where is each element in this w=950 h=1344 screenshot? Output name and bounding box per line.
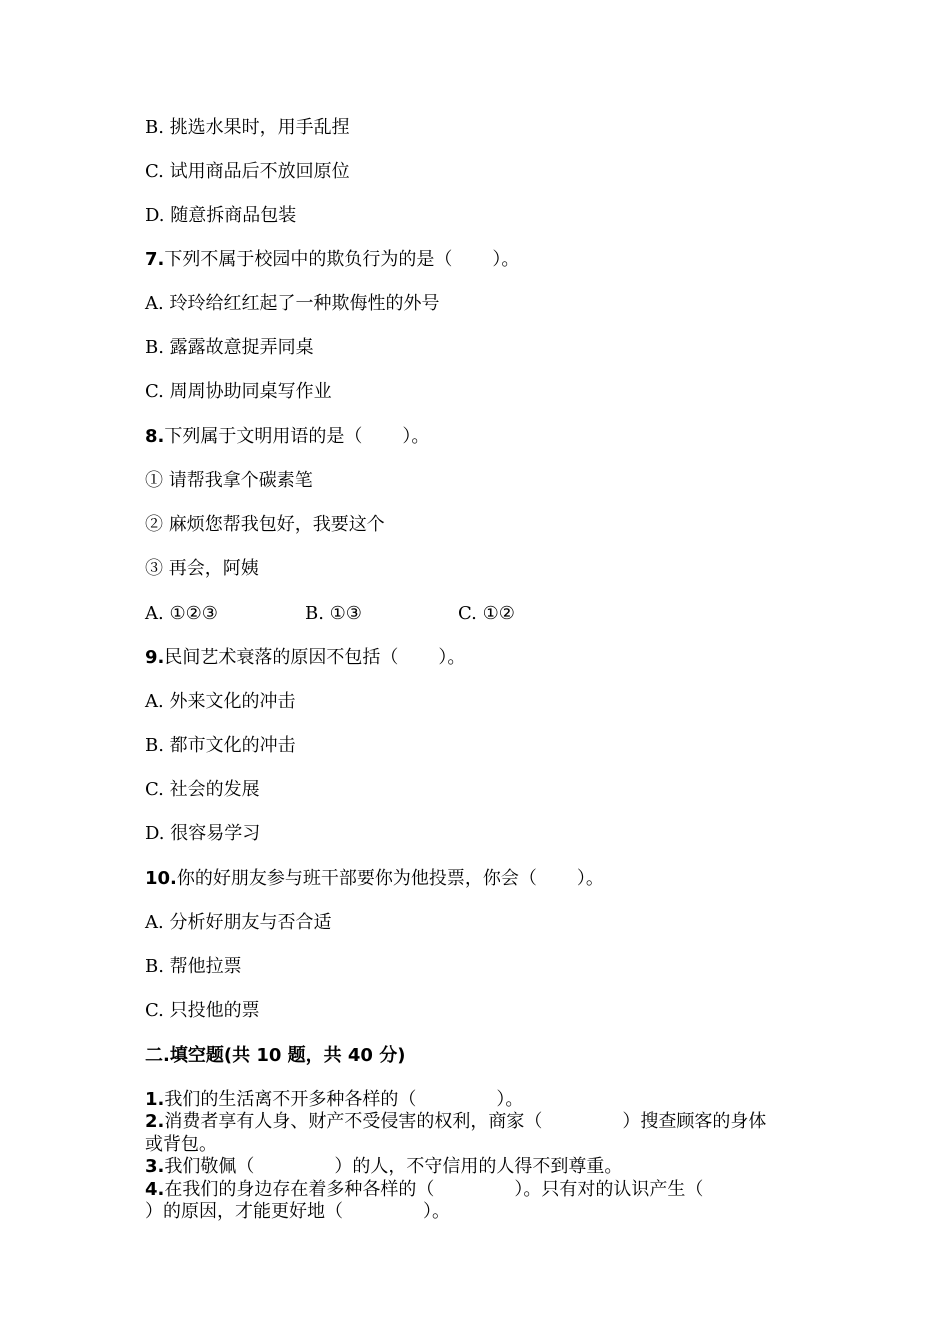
fill-2-text-b: ）搜查顾客的身体	[622, 1111, 767, 1132]
q7-stem-text: 下列不属于校园中的欺负行为的是（	[164, 249, 453, 270]
q9-number: 9.	[145, 647, 165, 668]
fill-question-1	[145, 1088, 523, 1111]
q9-stem	[145, 647, 465, 669]
q9-stem-close: ）。	[438, 647, 466, 668]
q10-option-a: A. 分析好朋友与否合适	[145, 912, 332, 933]
q8-item-1: ① 请帮我拿个碳素笔	[145, 470, 313, 491]
fill-question-2	[145, 1110, 766, 1133]
q6-option-b: B. 挑选水果时，用手乱捏	[145, 117, 350, 138]
fill-4-number: 4.	[145, 1179, 165, 1200]
section-heading: 二.填空题(共 10 题，共 40 分)	[145, 1045, 406, 1066]
fill-4-text-c: ）的原因，才能更好地（	[145, 1201, 343, 1222]
fill-4-text-a: 在我们的身边存在着多种各样的（	[164, 1179, 435, 1200]
q7-number: 7.	[145, 249, 165, 270]
q7-option-b: B. 露露故意捉弄同桌	[145, 337, 314, 358]
q8-item-2: ② 麻烦您帮我包好，我要这个	[145, 514, 385, 535]
q10-option-b: B. 帮他拉票	[145, 956, 242, 977]
fill-2-number: 2.	[145, 1111, 165, 1132]
q8-option-c: C. ①②	[458, 603, 515, 624]
fill-1-number: 1.	[145, 1089, 165, 1110]
q8-stem-close: ）。	[402, 426, 430, 447]
q10-stem	[145, 868, 604, 890]
q7-stem	[145, 249, 519, 271]
q10-option-c: C. 只投他的票	[145, 1000, 260, 1021]
fill-question-3	[145, 1155, 622, 1178]
q8-option-a: A. ①②③	[145, 603, 218, 624]
fill-1-text-b: ）。	[496, 1089, 524, 1110]
q7-option-c: C. 周周协助同桌写作业	[145, 381, 332, 402]
fill-3-text-a: 我们敬佩（	[164, 1156, 255, 1177]
fill-4-text-d: ）。	[423, 1201, 450, 1222]
q10-stem-text: 你的好朋友参与班干部要你为他投票，你会（	[176, 868, 537, 889]
fill-question-4-cont	[145, 1200, 450, 1223]
q6-option-c: C. 试用商品后不放回原位	[145, 161, 350, 182]
q8-stem-text: 下列属于文明用语的是（	[164, 426, 363, 447]
q10-number: 10.	[145, 868, 177, 889]
q9-option-c: C. 社会的发展	[145, 779, 260, 800]
q9-stem-text: 民间艺术衰落的原因不包括（	[164, 647, 399, 668]
q8-item-3: ③ 再会，阿姨	[145, 558, 259, 579]
fill-4-text-b: ）。只有对的认识产生（	[514, 1179, 704, 1200]
q8-option-b: B. ①③	[305, 603, 362, 624]
q6-option-d: D. 随意拆商品包装	[145, 205, 297, 226]
q10-stem-close: ）。	[576, 868, 604, 889]
q9-option-a: A. 外来文化的冲击	[145, 691, 296, 712]
q7-stem-close: ）。	[492, 249, 520, 270]
fill-question-2-cont: 或背包。	[145, 1134, 217, 1155]
q8-options-row	[145, 603, 645, 625]
q9-option-d: D. 很容易学习	[145, 823, 261, 844]
q9-option-b: B. 都市文化的冲击	[145, 735, 296, 756]
q8-stem	[145, 426, 429, 448]
fill-3-number: 3.	[145, 1156, 165, 1177]
fill-1-text-a: 我们的生活离不开多种各样的（	[164, 1089, 417, 1110]
q8-number: 8.	[145, 426, 165, 447]
fill-2-text-a: 消费者享有人身、财产不受侵害的权利，商家（	[164, 1111, 543, 1132]
fill-question-4	[145, 1178, 703, 1201]
q7-option-a: A. 玲玲给红红起了一种欺侮性的外号	[145, 293, 440, 314]
fill-3-text-b: ）的人，不守信用的人得不到尊重。	[334, 1156, 623, 1177]
